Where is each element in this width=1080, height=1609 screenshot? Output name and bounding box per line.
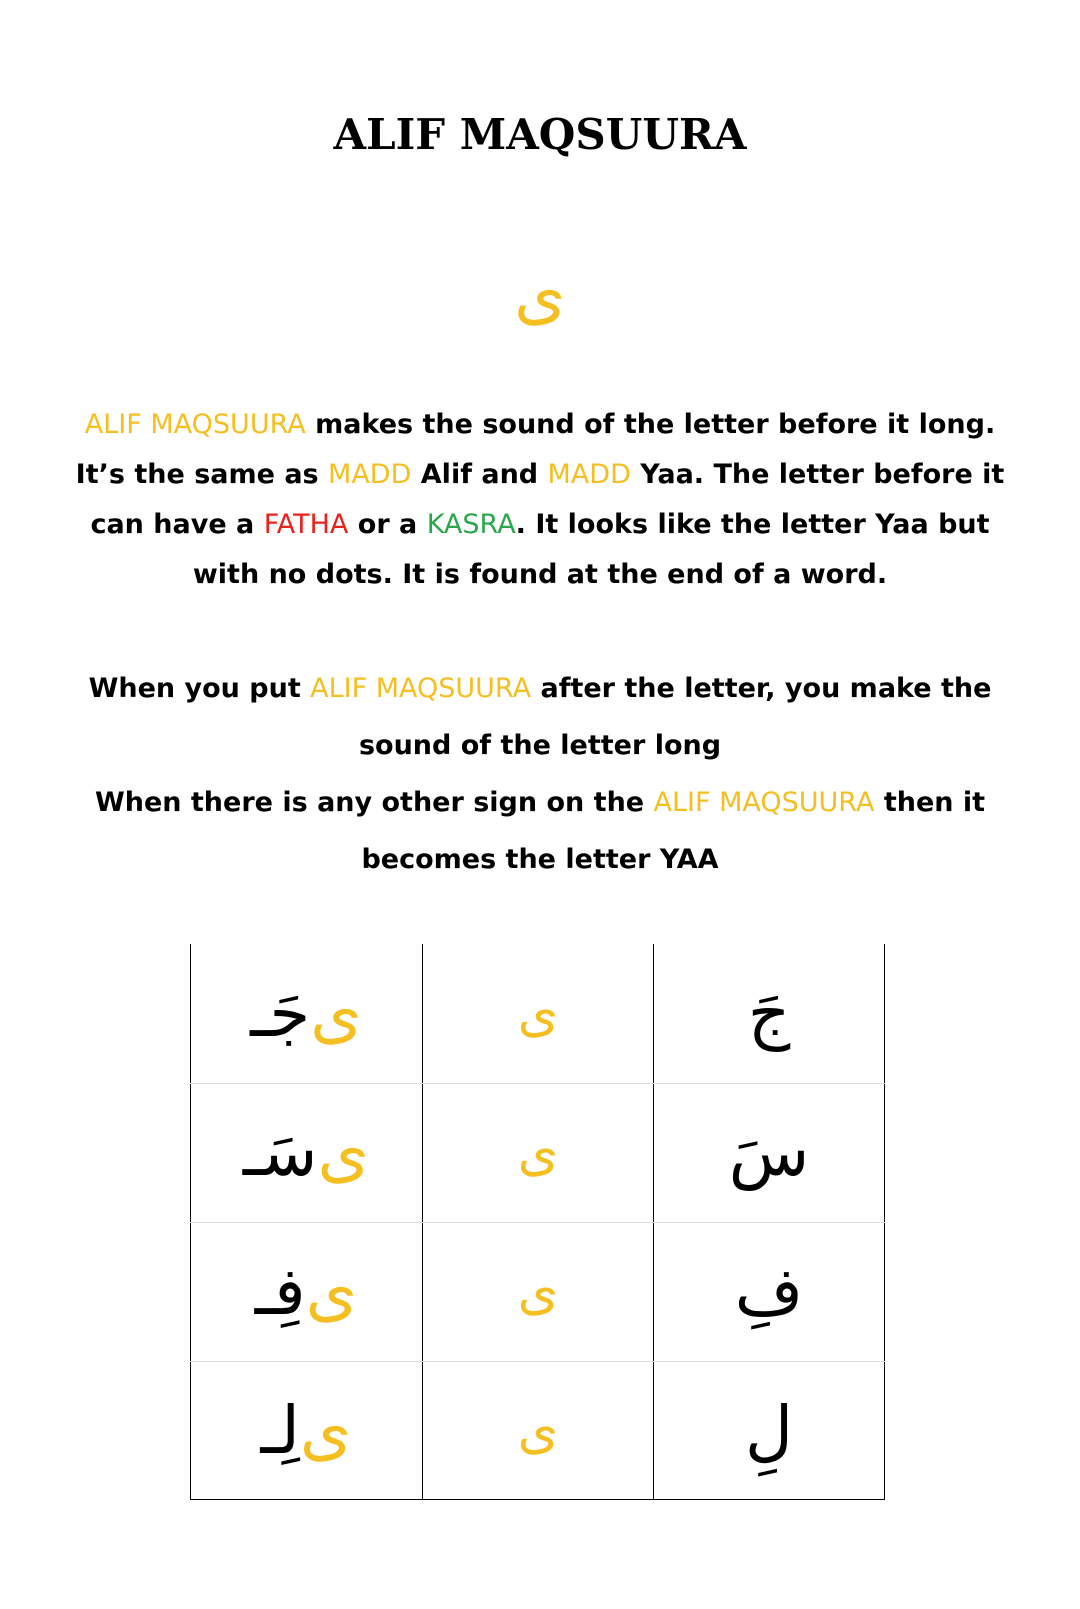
base-letter: سَـ <box>242 1113 318 1191</box>
term-alif-maqsuura: ALIF MAQSUURA <box>310 673 532 704</box>
term-alif-maqsuura: ALIF MAQSUURA <box>84 409 306 440</box>
text-segment: then it becomes the letter YAA <box>361 787 986 875</box>
description-paragraph <box>60 400 1020 600</box>
term-fatha: FATHA <box>263 509 349 540</box>
maqsuura-cell: ى <box>517 1400 559 1461</box>
maqsuura-cell: ى <box>517 1261 559 1322</box>
alif-maqsuura-letter: ى <box>514 256 566 333</box>
letter-cell: فِ <box>734 1252 804 1330</box>
text-segment: or a <box>348 509 427 540</box>
text-segment: . It looks like the letter Yaa but with no dots. It is found at the end of a word. <box>192 509 990 590</box>
letter-table <box>190 944 885 1500</box>
maqsuura-ending: ى <box>317 1113 370 1191</box>
term-madd: MADD <box>547 459 631 490</box>
term-kasra: KASRA <box>426 509 516 540</box>
combined-letter-cell <box>190 944 422 1083</box>
usage-paragraph <box>60 660 1020 888</box>
text-segment: Yaa. The letter before it can have a <box>90 459 1005 540</box>
maqsuura-ending: ى <box>305 1252 358 1330</box>
text-segment: after the letter, you make the sound of the letter long <box>358 673 992 761</box>
maqsuura-ending: ى <box>299 1391 352 1469</box>
base-letter: لِـ <box>260 1391 300 1469</box>
page-title: ALIF MAQSUURA <box>333 110 747 159</box>
letter-cell: جَ <box>747 974 791 1052</box>
term-alif-maqsuura: ALIF MAQSUURA <box>653 787 875 818</box>
text-segment: Alif and <box>411 459 548 490</box>
letter-cell: سَ <box>728 1113 810 1191</box>
base-letter: فِـ <box>254 1252 306 1330</box>
combined-letter-cell <box>190 1083 422 1222</box>
text-segment: makes the sound of the letter before it long. It’s the same as <box>75 409 996 490</box>
letter-cell: لِ <box>745 1391 793 1469</box>
base-letter: جَـ <box>250 974 311 1052</box>
maqsuura-cell: ى <box>517 1122 559 1183</box>
combined-letter-cell <box>190 1222 422 1361</box>
maqsuura-cell: ى <box>517 983 559 1044</box>
text-segment: When you put <box>88 673 311 704</box>
text-segment: When there is any other sign on the <box>94 787 654 818</box>
combined-letter-cell <box>190 1361 422 1500</box>
maqsuura-ending: ى <box>310 974 362 1052</box>
term-madd: MADD <box>328 459 412 490</box>
